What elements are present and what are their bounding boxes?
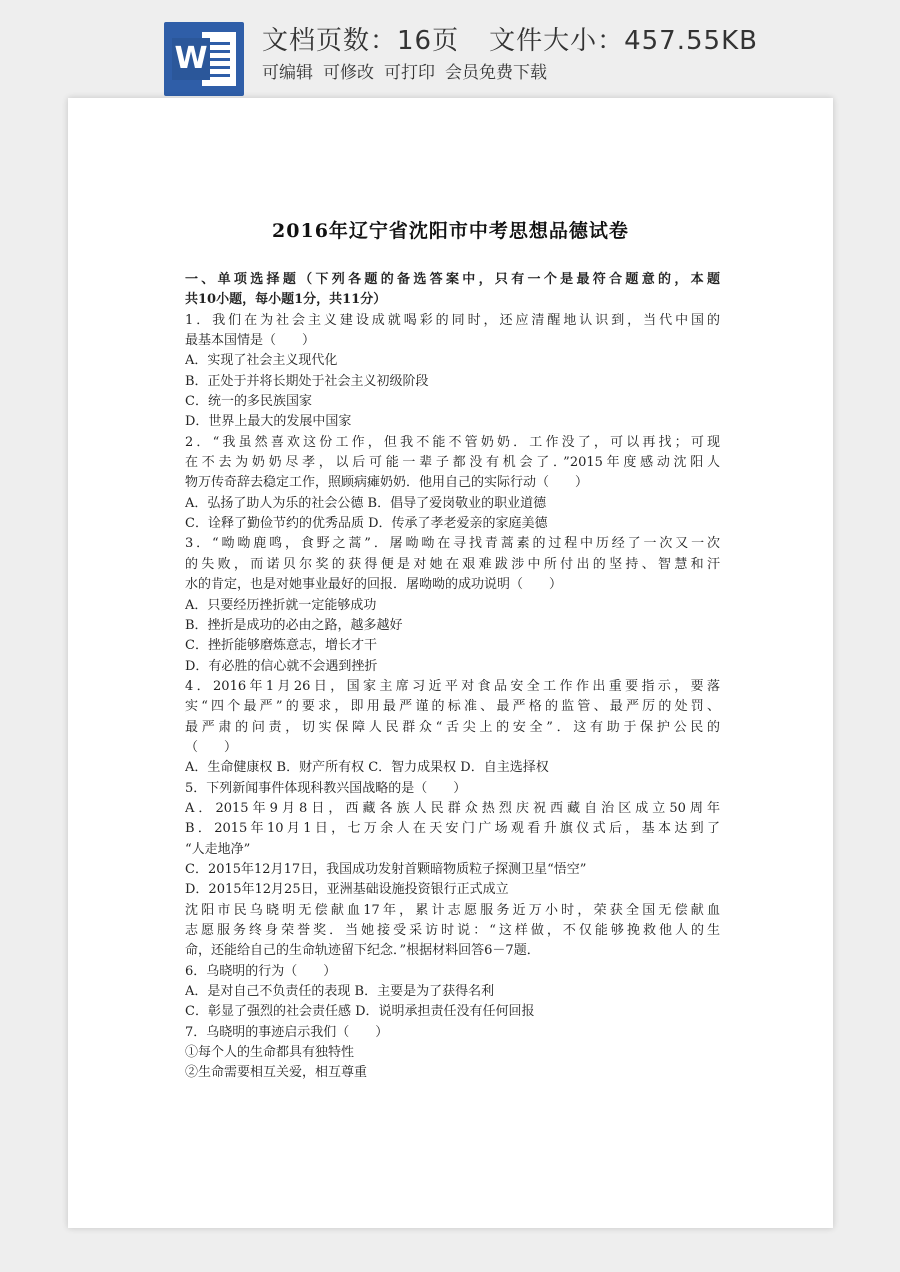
text-line: 最基本国情是（ ）	[185, 333, 316, 349]
text-line: A．2015年9月8日，西藏各族人民群众热烈庆祝西藏自治区成立50周年	[185, 800, 720, 816]
text-line: D．世界上最大的发展中国家	[185, 414, 352, 430]
text-line: C．统一的多民族国家	[185, 394, 312, 410]
feature-list	[262, 58, 557, 83]
text-line: 物万传奇辞去稳定工作，照顾病瘫奶奶．他用自己的实际行动（ ）	[185, 475, 589, 491]
text-line: A．生命健康权 B．财产所有权 C．智力成果权 D．自主选择权	[185, 760, 549, 776]
text-line: A．只要经历挫折就一定能够成功	[185, 597, 377, 613]
text-line: 水的肯定，也是对她事业最好的回报．屠呦呦的成功说明（ ）	[185, 577, 563, 593]
text-line: “人走地净”	[185, 841, 251, 857]
text-line: 4．2016年1月26日，国家主席习近平对食品安全工作作出重要指示，要落	[185, 678, 720, 694]
text-line: B．2015年10月1日，七万余人在天安门广场观看升旗仪式后，基本达到了	[185, 821, 720, 837]
text-line: B．挫折是成功的必由之路，越多越好	[185, 617, 403, 633]
text-line: 5．下列新闻事件体现科教兴国战略的是（ ）	[185, 780, 467, 796]
document-page	[68, 98, 833, 1228]
file-info	[262, 20, 758, 57]
text-line: D．2015年12月25日，亚洲基础设施投资银行正式成立	[185, 882, 509, 898]
text-line: A．是对自己不负责任的表现 B．主要是为了获得名利	[185, 984, 495, 1000]
text-line: （ ）	[185, 739, 238, 755]
word-letter: W	[172, 38, 210, 80]
text-line: A．实现了社会主义现代化	[185, 353, 338, 369]
text-line: 沈阳市民乌晓明无偿献血17年，累计志愿服务近万小时，荣获全国无偿献血	[185, 902, 720, 918]
text-line: C．彰显了强烈的社会责任感 D．说明承担责任没有任何回报	[185, 1004, 535, 1020]
text-line: D．有必胜的信心就不会遇到挫折	[185, 658, 378, 674]
page-count: 文档页数：16页	[262, 26, 460, 56]
text-line: 实“四个最严”的要求，即用最严谨的标准、最严格的监管、最严厉的处罚、	[185, 699, 720, 715]
text-line: C．诠释了勤俭节约的优秀品质 D．传承了孝老爱亲的家庭美德	[185, 516, 548, 532]
text-line: 2．“我虽然喜欢这份工作，但我不能不管奶奶．工作没了，可以再找；可现	[185, 434, 720, 450]
text-line: 志愿服务终身荣誉奖．当她接受采访时说：“这样做，不仅能够挽救他人的生	[185, 923, 720, 938]
word-document-icon	[164, 22, 244, 96]
text-line: 3．“呦呦鹿鸣，食野之蒿”．屠呦呦在寻找青蒿素的过程中历经了一次又一次	[185, 536, 720, 552]
text-line: 7．乌晓明的事迹启示我们（ ）	[185, 1024, 389, 1040]
text-line: 的失败，而诺贝尔奖的获得便是对她在艰难跋涉中所付出的坚持、智慧和汗	[185, 556, 720, 572]
text-line: ①每个人的生命都具有独特性	[185, 1045, 355, 1061]
text-line: ②生命需要相互关爱，相互尊重	[185, 1065, 368, 1081]
file-size: 文件大小：457.55KB	[489, 26, 758, 56]
feature-printable: 可打印	[384, 63, 435, 83]
feature-editable: 可编辑	[262, 63, 313, 83]
text-line: 一、单项选择题（下列各题的备选答案中，只有一个是最符合题意的，本题	[185, 272, 720, 287]
text-line: C．挫折能够磨炼意志，增长才干	[185, 638, 377, 654]
text-line: 6．乌晓明的行为（ ）	[185, 963, 337, 979]
feature-modifiable: 可修改	[323, 63, 374, 83]
download-banner	[0, 0, 900, 100]
text-line: 在不去为奶奶尽孝，以后可能一辈子都没有机会了．”2015年度感动沈阳人	[185, 455, 720, 471]
text-line: C．2015年12月17日，我国成功发射首颗暗物质粒子探测卫星“悟空”	[185, 861, 587, 877]
feature-member-download: 会员免费下载	[445, 63, 547, 83]
text-line: 最严肃的问责，切实保障人民群众“舌尖上的安全”．这有助于保护公民的	[185, 719, 720, 735]
text-line: 命，还能给自己的生命轨迹留下纪念．”根据材料回答6－7题．	[185, 943, 540, 959]
text-line: 1．我们在为社会主义建设成就喝彩的同时，还应清醒地认识到，当代中国的	[185, 312, 720, 328]
text-line: A．弘扬了助人为乐的社会公德 B．倡导了爱岗敬业的职业道德	[185, 495, 547, 511]
text-line: 共10小题，每小题1分，共11分）	[185, 292, 387, 308]
document-title: 2016年辽宁省沈阳市中考思想品德试卷	[272, 220, 629, 242]
text-line: B．正处于并将长期处于社会主义初级阶段	[185, 373, 429, 389]
document-body	[185, 270, 720, 1084]
